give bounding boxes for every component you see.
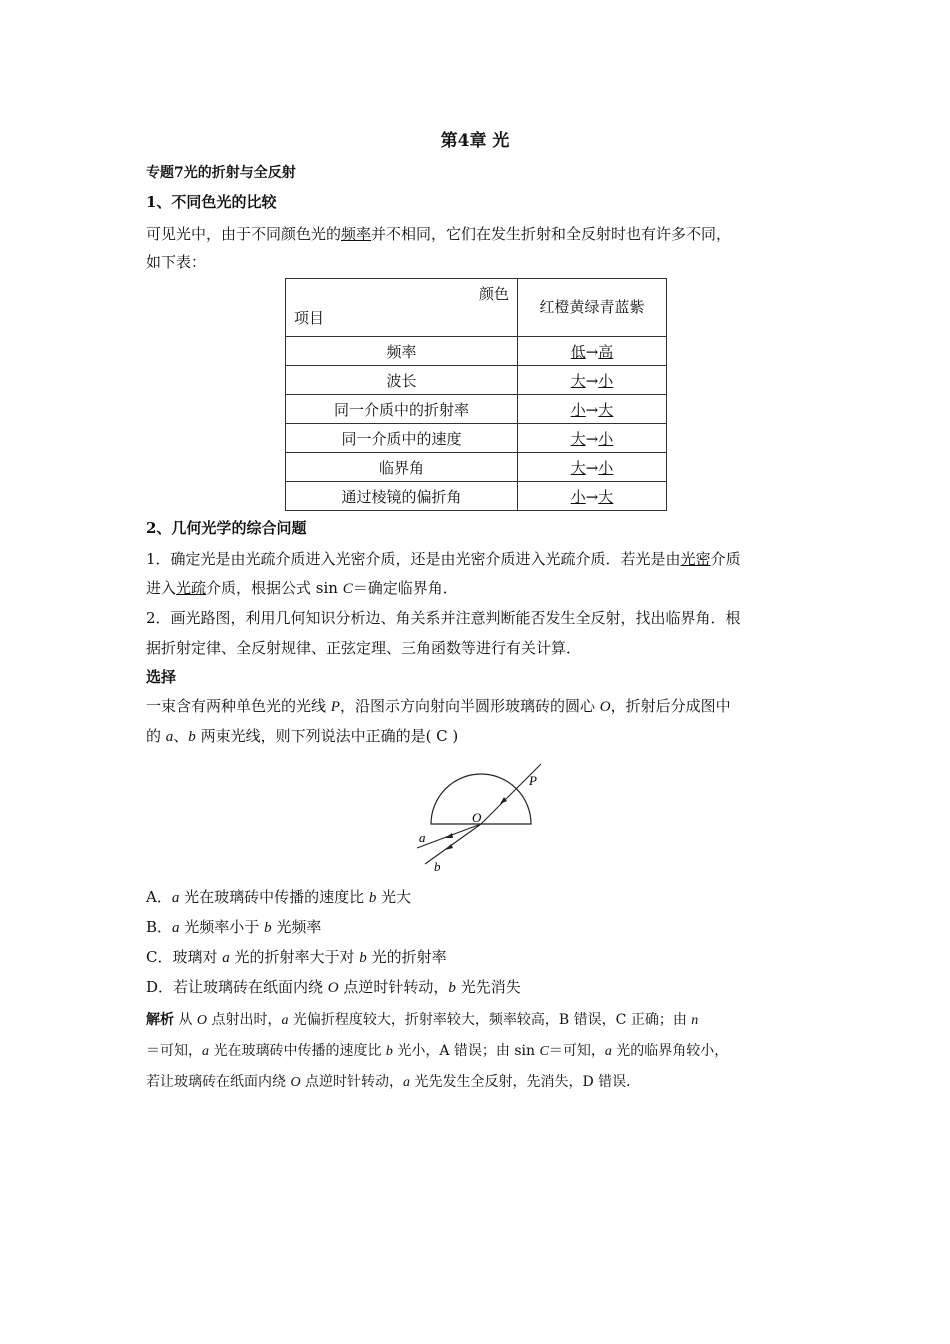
section2-p2-line2: 据折射定律、全反射规律、正弦定理、三角函数等进行有关计算． [146, 639, 582, 657]
trend-to: 小 [598, 429, 614, 448]
arrow-icon: → [585, 400, 599, 419]
solution-text: 点逆时针转动， [300, 1074, 404, 1090]
chapter-title: 第4章 光 [440, 131, 510, 151]
row-item: 同一介质中的折射率 [286, 395, 518, 424]
section1-intro-line1 [146, 223, 731, 244]
table-row [286, 366, 667, 395]
solution-text: 光偏折程度较大，折射率较大，频率较高，B 错误，C 正确；由 [288, 1012, 692, 1028]
color-comparison-table [285, 278, 667, 511]
option-prefix: C．玻璃对 [146, 948, 223, 966]
table-header-diagonal-cell [286, 279, 518, 337]
trend-from: 大 [570, 458, 586, 477]
p1-text: 1．确定光是由光疏介质进入光密介质，还是由光密介质进入光疏介质．若光是由 [146, 550, 681, 568]
option-var: b [368, 890, 377, 906]
section2-heading: 2、几何光学的综合问题 [146, 519, 307, 537]
arrow-icon: → [585, 342, 599, 361]
table-row [286, 395, 667, 424]
header-color-label: 颜色 [478, 285, 509, 303]
solution-line3 [146, 1071, 640, 1091]
p1-underlined-term: 光密 [680, 550, 711, 568]
intro-underlined-term: 频率 [341, 225, 372, 243]
header-item-label: 项目 [294, 309, 325, 327]
solution-text: 光在玻璃砖中传播的速度比 [209, 1043, 386, 1059]
arrow-icon: → [585, 458, 599, 477]
solution-text: ＝可知， [548, 1043, 605, 1059]
row-trend [518, 424, 667, 453]
option-text: 光先消失 [455, 978, 521, 996]
solution-label: 解析 [146, 1012, 174, 1028]
stem-text: 、 [173, 727, 189, 745]
header-colors: 红橙黄绿青蓝紫 [539, 298, 645, 316]
option-b [146, 916, 321, 937]
trend-to: 高 [598, 342, 614, 361]
row-trend [518, 482, 667, 511]
ray-a-arrow-icon [445, 833, 453, 838]
trend-from: 小 [570, 487, 586, 506]
section2-p2-line1: 2．画光路图，利用几何知识分析边、角关系并注意判断能否发生全反射，找出临界角．根 [146, 609, 741, 627]
var-a: a [281, 1013, 289, 1028]
label-a: a [419, 830, 426, 845]
option-text: 光大 [376, 888, 412, 906]
var-n: n [691, 1013, 699, 1028]
solution-text: 光的临界角较小， [611, 1043, 729, 1059]
ray-b [425, 824, 481, 864]
var-a: a [202, 1044, 209, 1059]
label-O: O [472, 810, 482, 825]
option-text: 点逆时针转动， [338, 978, 449, 996]
var-a: a [604, 1044, 612, 1059]
var-C: C [342, 581, 353, 597]
row-trend [518, 453, 667, 482]
solution-text: 光小，A 错误；由 sin [392, 1043, 540, 1059]
row-trend [518, 395, 667, 424]
option-var: a [172, 920, 180, 936]
trend-to: 大 [598, 487, 614, 506]
semicircle-glass-figure [405, 762, 555, 877]
section2-p1-line2 [146, 577, 458, 598]
row-item: 临界角 [286, 453, 518, 482]
var-a: a [165, 729, 174, 745]
option-text: 光在玻璃砖中传播的速度比 [179, 888, 369, 906]
question-stem-line1 [146, 695, 731, 716]
question-label: 选择 [146, 668, 177, 686]
intro-text-cont: 并不相同，它们在发生折射和全反射时也有许多不同， [371, 225, 732, 243]
option-var: a [171, 890, 180, 906]
option-text: 光频率 [271, 918, 322, 936]
row-trend [518, 366, 667, 395]
topic-title: 专题7光的折射与全反射 [146, 165, 296, 181]
p1-text-end: ＝确定临界角． [352, 579, 458, 597]
section1-intro-line2: 如下表： [146, 253, 207, 271]
solution-line1 [146, 1009, 698, 1029]
stem-text: ，沿图示方向射向半圆形玻璃砖的圆心 [339, 697, 600, 715]
option-c [146, 946, 447, 967]
option-prefix: D．若让玻璃砖在纸面内绕 [146, 978, 328, 996]
label-b: b [434, 859, 441, 874]
question-stem-line2 [146, 725, 458, 746]
trend-to: 大 [598, 400, 614, 419]
var-a: a [403, 1075, 411, 1090]
solution-text: 光先发生全反射，先消失，D 错误． [410, 1074, 641, 1090]
row-item: 同一介质中的速度 [286, 424, 518, 453]
row-item: 频率 [286, 337, 518, 366]
table-header-row [286, 279, 667, 337]
stem-text: ，折射后分成图中 [610, 697, 731, 715]
trend-from: 小 [570, 400, 586, 419]
trend-from: 低 [570, 342, 586, 361]
option-var: O [327, 980, 339, 996]
var-P: P [330, 699, 340, 715]
arrow-icon: → [585, 429, 599, 448]
option-prefix: B． [146, 918, 173, 936]
table-row [286, 482, 667, 511]
solution-text: 若让玻璃砖在纸面内绕 [146, 1074, 291, 1090]
stem-text: 的 [146, 727, 166, 745]
intro-text: 可见光中，由于不同颜色光的 [146, 225, 342, 243]
arrow-icon: → [585, 371, 599, 390]
option-text: 光的折射率大于对 [229, 948, 360, 966]
section1-heading: 1、不同色光的比较 [146, 193, 277, 211]
option-var: a [222, 950, 230, 966]
var-b: b [385, 1044, 393, 1059]
table-row [286, 453, 667, 482]
option-var: b [264, 920, 272, 936]
option-var: b [359, 950, 367, 966]
table-header-colors-cell [518, 279, 667, 337]
var-b: b [188, 729, 196, 745]
trend-to: 小 [598, 371, 614, 390]
section2-p1-line1 [146, 548, 741, 569]
arrow-icon: → [585, 487, 599, 506]
solution-line2 [146, 1040, 728, 1060]
solution-text: 从 [174, 1012, 197, 1028]
solution-text: 点射出时， [207, 1012, 282, 1028]
solution-text: ＝可知， [146, 1043, 202, 1059]
p1-text-cont: 介质，根据公式 sin [206, 579, 343, 597]
trend-from: 大 [570, 429, 586, 448]
option-a [146, 886, 411, 907]
trend-to: 小 [598, 458, 614, 477]
option-var: b [448, 980, 456, 996]
var-O: O [599, 699, 611, 715]
table-row [286, 424, 667, 453]
option-text: 光的折射率 [366, 948, 447, 966]
trend-from: 大 [570, 371, 586, 390]
option-prefix: A． [146, 888, 172, 906]
label-P: P [529, 773, 537, 788]
var-O: O [290, 1075, 301, 1090]
var-O: O [196, 1013, 208, 1028]
row-item: 通过棱镜的偏折角 [286, 482, 518, 511]
p1-underlined-term: 光疏 [176, 579, 207, 597]
p1-text-cont: 介质 [710, 550, 741, 568]
row-trend [518, 337, 667, 366]
stem-text: 两束光线，则下列说法中正确的是( C ) [195, 727, 459, 745]
stem-text: 一束含有两种单色光的光线 [146, 697, 331, 715]
incident-arrow-icon [500, 797, 507, 804]
table-row [286, 337, 667, 366]
row-item: 波长 [286, 366, 518, 395]
option-text: 光频率小于 [179, 918, 265, 936]
var-C: C [539, 1044, 549, 1059]
option-d [146, 976, 521, 997]
p1-text: 进入 [146, 579, 177, 597]
